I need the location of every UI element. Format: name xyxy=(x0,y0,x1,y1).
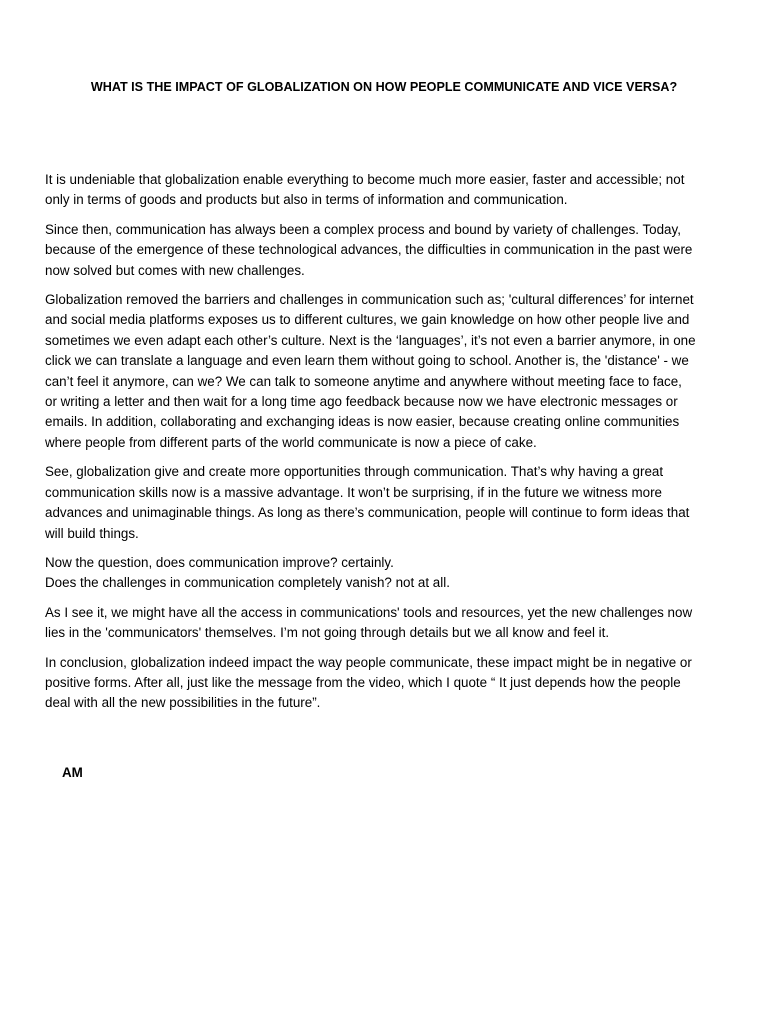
paragraph xyxy=(45,603,735,644)
paragraph-line: can’t feel it anymore, can we? We can talk to someone anytime and anywhere without meeting face to face, xyxy=(45,373,682,389)
paragraph-line: where people from different parts of the world communicate is now a piece of cake. xyxy=(45,434,537,450)
paragraph-line: Globalization removed the barriers and challenges in communication such as; 'cultural differences’ for internet xyxy=(45,292,694,308)
paragraph-line: It is undeniable that globalization enable everything to become much more easier, faster and accessible; not xyxy=(45,172,685,187)
paragraph-line: positive forms. After all, just like the message from the video, which I quote “ It just depends how the people xyxy=(45,674,681,690)
paragraph xyxy=(45,653,735,714)
paragraph-line: See, globalization give and create more opportunities through communication. That’s why having a great xyxy=(45,464,664,480)
paragraph-line: emails. In addition, collaborating and exchanging ideas is now easier, because creating online communities xyxy=(45,414,680,430)
paragraph-line: will build things. xyxy=(45,525,139,541)
paragraph-line: click we can translate a language and even learn them without going to school. Another is, the 'distance' - we xyxy=(45,353,689,369)
paragraph xyxy=(45,170,735,211)
paragraph xyxy=(45,220,735,281)
paragraph-line: because of the emergence of these technological advances, the difficulties in communication in the past were xyxy=(45,242,693,258)
paragraph-line: advances and unimaginable things. As long as there’s communication, people will continue to form ideas that xyxy=(45,505,690,521)
paragraph-line: Since then, communication has always been a complex process and bound by variety of challenges. Today, xyxy=(45,221,681,237)
paragraph xyxy=(45,290,735,453)
author-signature: AM xyxy=(62,765,83,780)
paragraph xyxy=(45,553,735,594)
paragraph-line: or writing a letter and then wait for a long time ago feedback because now we have electronic messages or xyxy=(45,394,678,410)
paragraph-line: As I see it, we might have all the access in communications' tools and resources, yet the new challenges now xyxy=(45,604,693,620)
paragraph-line: communication skills now is a massive advantage. It won’t be surprising, if in the future we witness more xyxy=(45,484,662,500)
paragraph xyxy=(45,462,735,544)
paragraph-line: now solved but comes with new challenges. xyxy=(45,262,305,278)
document-title: WHAT IS THE IMPACT OF GLOBALIZATION ON HOW PEOPLE COMMUNICATE AND VICE VERSA? xyxy=(90,80,678,94)
paragraph-line: Does the challenges in communication completely vanish? not at all. xyxy=(45,575,450,591)
paragraph-line: In conclusion, globalization indeed impact the way people communicate, these impact might be in negative or xyxy=(45,654,692,670)
document-body xyxy=(45,170,735,723)
paragraph-line: sometimes we even adapt each other’s culture. Next is the ‘languages’, it’s not even a barrier anymore, in one xyxy=(45,332,696,348)
paragraph-line: only in terms of goods and products but also in terms of information and communication. xyxy=(45,192,568,208)
paragraph-line: deal with all the new possibilities in the future”. xyxy=(45,695,321,711)
paragraph-line: Now the question, does communication improve? certainly. xyxy=(45,554,394,570)
paragraph-line: lies in the 'communicators' themselves. I’m not going through details but we all know and feel it. xyxy=(45,625,610,641)
paragraph-line: and social media platforms exposes us to different cultures, we gain knowledge on how other people live and xyxy=(45,312,690,328)
